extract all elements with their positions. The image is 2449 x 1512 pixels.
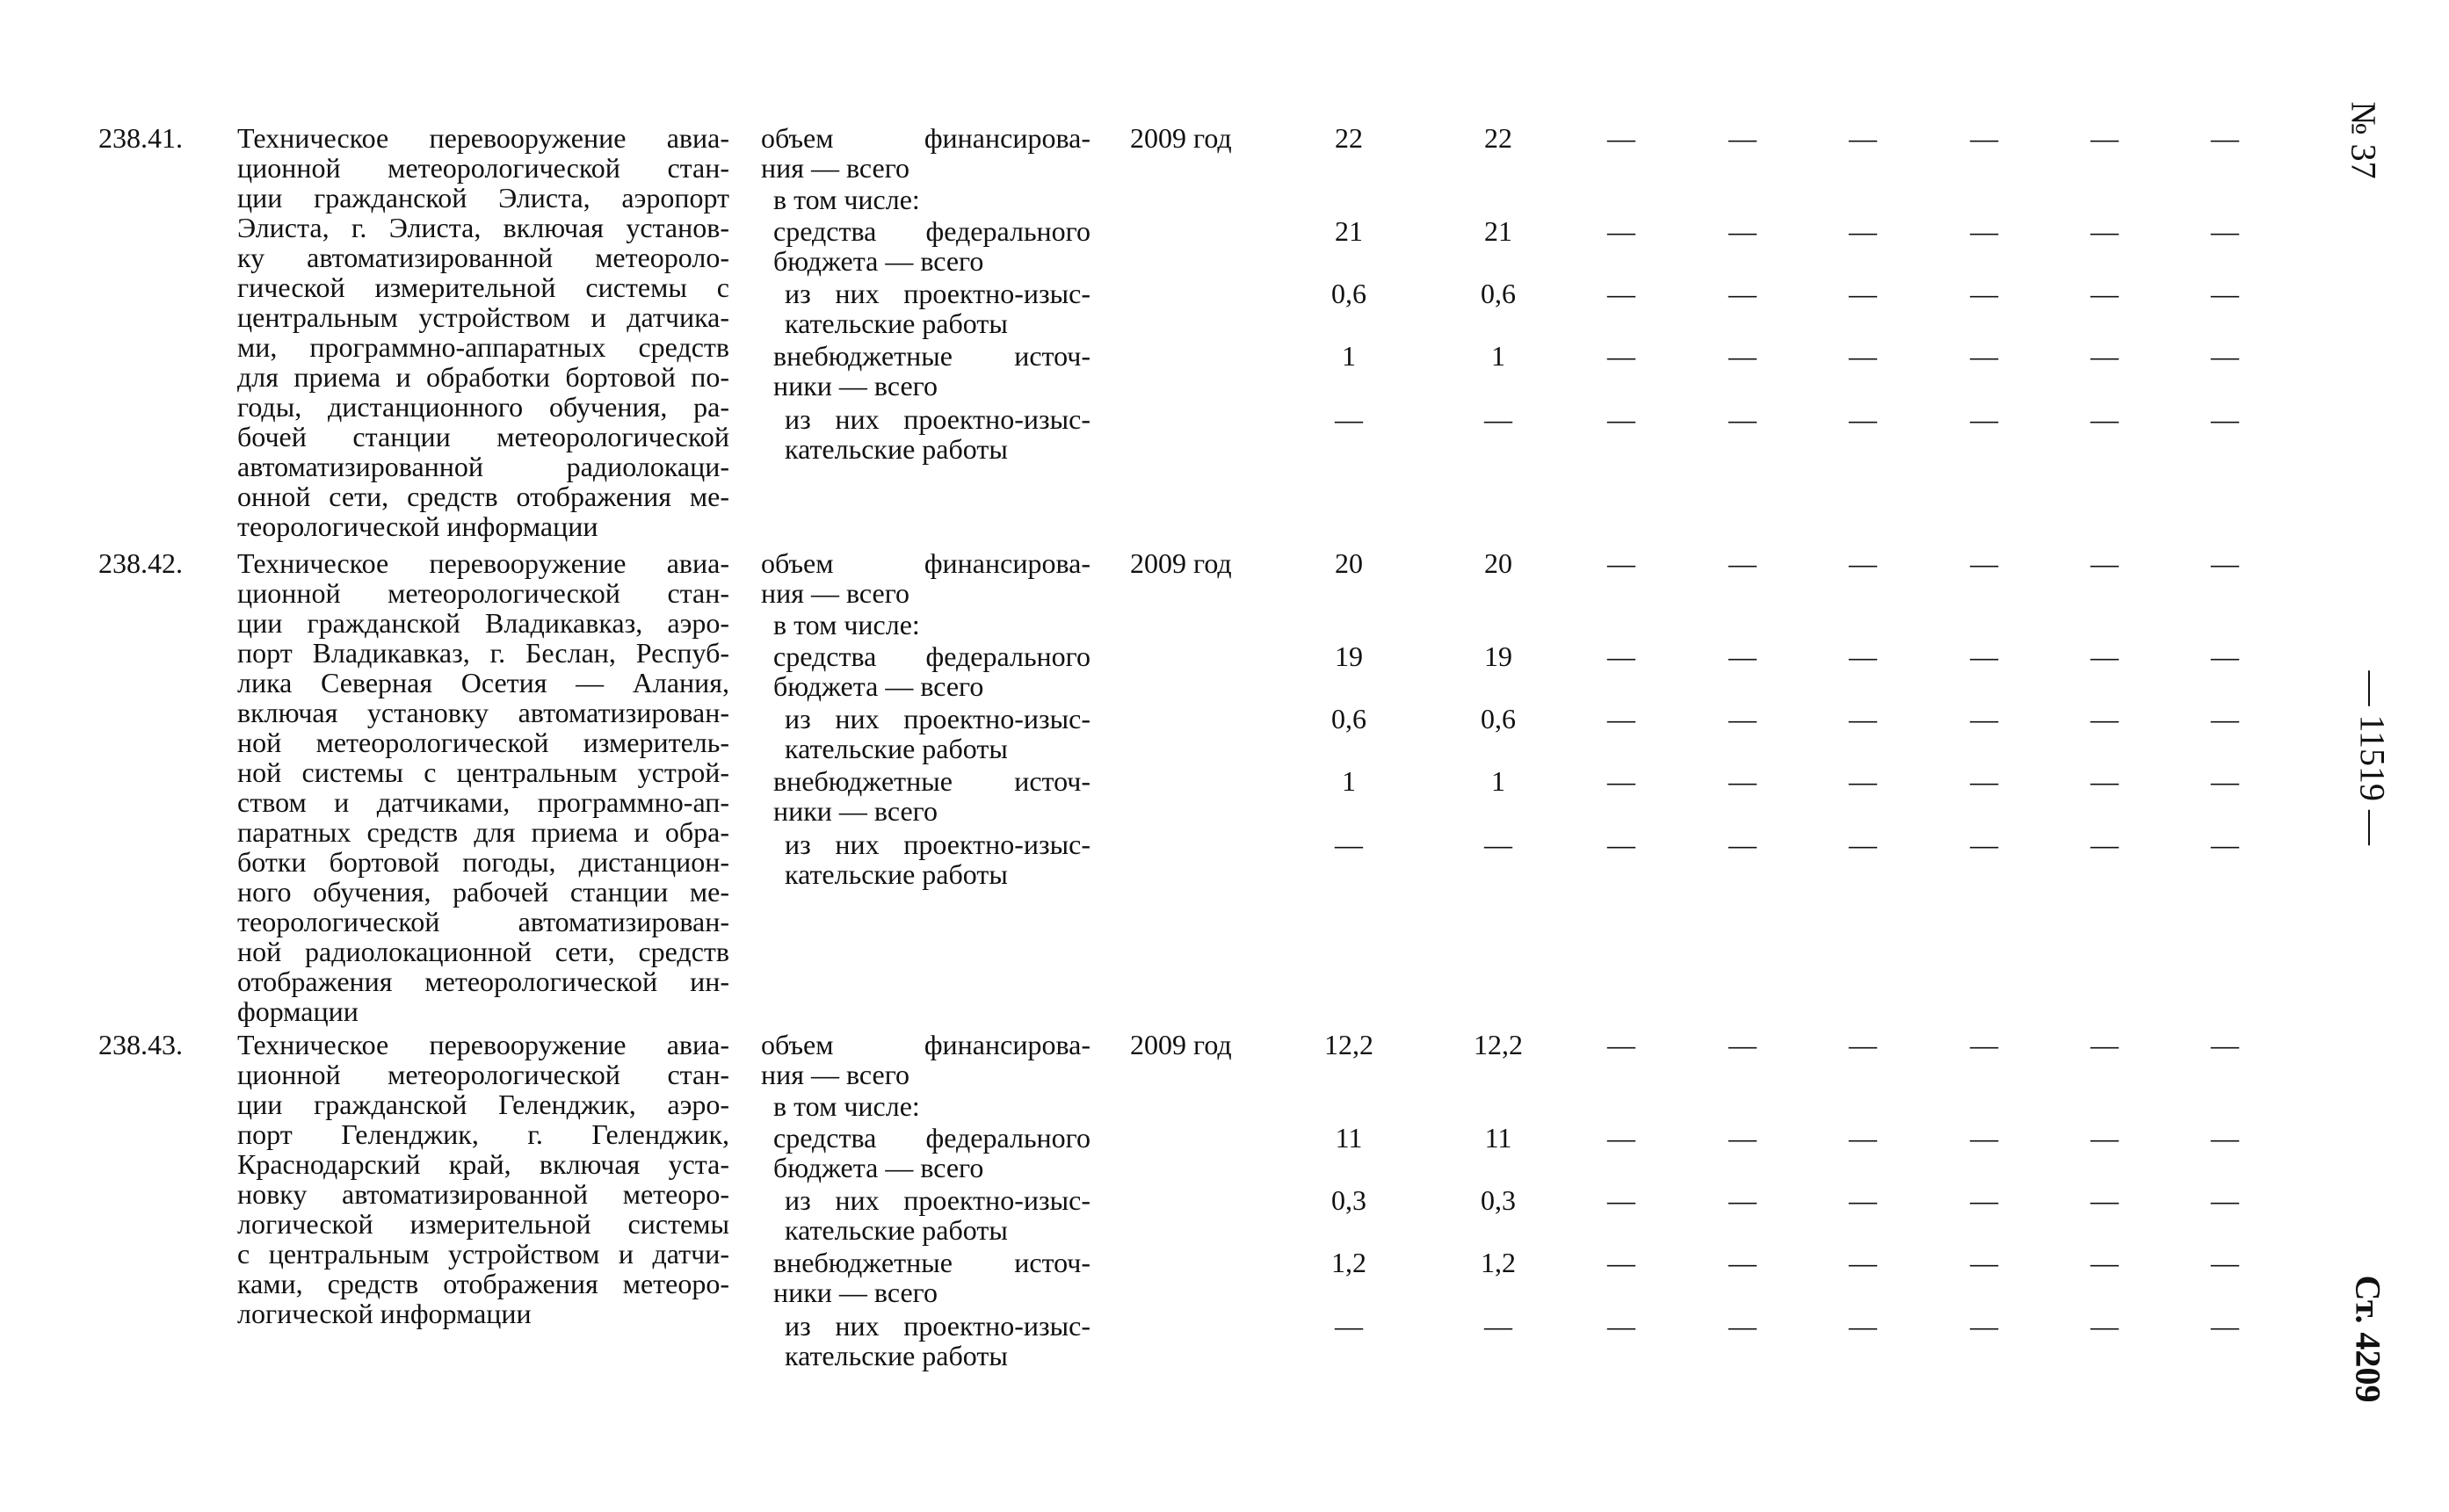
description-line: Техническое перевооружение авиа-: [237, 1029, 729, 1060]
description-line: отображения метеорологической ин-: [237, 966, 729, 997]
value-cell: —: [1607, 340, 1635, 372]
description-line: ми, программно-аппаратных средств: [237, 331, 729, 363]
description-line: Элиста, г. Элиста, включая установ-: [237, 212, 729, 243]
value-cell: —: [1728, 765, 1757, 797]
value-cell: —: [1970, 1310, 1998, 1342]
description-line: ции гражданской Элиста, аэропорт: [237, 182, 729, 213]
article-number: Ст. 4209: [2348, 1275, 2388, 1403]
description-line: ционной метеорологической стан-: [237, 577, 729, 609]
funding-label-line: объем финансирова-: [761, 1029, 1090, 1060]
value-cell: 11: [1335, 1122, 1363, 1154]
value-cell: —: [2211, 1184, 2239, 1216]
value-cell: 22: [1484, 122, 1512, 154]
description-line: ной метеорологической измеритель-: [237, 727, 729, 758]
value-cell: —: [1484, 1310, 1512, 1342]
value-cell: —: [2211, 1122, 2239, 1154]
value-cell: —: [1728, 278, 1757, 309]
value-cell: 12,2: [1324, 1029, 1373, 1060]
description-line: лика Северная Осетия — Алания,: [237, 667, 729, 698]
value-cell: —: [1849, 340, 1877, 372]
value-cell: —: [2090, 640, 2119, 672]
value-cell: —: [1607, 122, 1635, 154]
value-cell: 0,6: [1331, 703, 1366, 734]
funding-label-line: бюджета — всего: [773, 245, 984, 277]
funding-label: [785, 279, 1090, 338]
value-cell: —: [1970, 547, 1998, 579]
value-cell: —: [2090, 1247, 2119, 1278]
value-cell: —: [2211, 278, 2239, 309]
value-cell: 19: [1335, 640, 1363, 672]
value-cell: —: [1607, 547, 1635, 579]
description-line: центральным устройством и датчика-: [237, 301, 729, 333]
funding-label-line: из них проектно-изыс-: [785, 828, 1090, 860]
value-cell: 0,6: [1481, 278, 1516, 309]
value-cell: —: [1970, 703, 1998, 734]
value-cell: —: [2090, 403, 2119, 435]
value-cell: —: [1607, 278, 1635, 309]
funding-label-line: кательские работы: [785, 1214, 1008, 1246]
value-cell: —: [2211, 122, 2239, 154]
description-line: включая установку автоматизирован-: [237, 697, 729, 728]
value-cell: 1: [1342, 765, 1356, 797]
description-line: ционной метеорологической стан-: [237, 152, 729, 184]
funding-label-line: ники — всего: [773, 795, 938, 827]
description-line: бочей станции метеорологической: [237, 421, 729, 452]
value-cell: —: [1728, 1310, 1757, 1342]
value-cell: —: [1970, 278, 1998, 309]
value-cell: —: [1335, 1310, 1363, 1342]
value-cell: —: [1728, 1029, 1757, 1060]
description-line: ного обучения, рабочей станции ме-: [237, 876, 729, 908]
value-cell: 22: [1335, 122, 1363, 154]
funding-label-line: кательские работы: [785, 307, 1008, 339]
funding-label-line: кательские работы: [785, 433, 1008, 465]
value-cell: —: [1970, 403, 1998, 435]
entry-year: 2009 год: [1130, 1029, 1232, 1060]
value-cell: 0,3: [1331, 1184, 1366, 1216]
funding-label-line: ния — всего: [761, 1059, 910, 1090]
value-cell: —: [1728, 1184, 1757, 1216]
funding-label: [773, 1123, 1090, 1183]
funding-label-line: из них проектно-изыс-: [785, 403, 1090, 435]
value-cell: —: [1607, 703, 1635, 734]
funding-label-line: из них проектно-изыс-: [785, 1310, 1090, 1342]
value-cell: —: [2090, 215, 2119, 247]
description-line: ством и датчиками, программно-ап-: [237, 786, 729, 818]
funding-label-line: бюджета — всего: [773, 1152, 984, 1183]
description-line: логической измерительной системы: [237, 1208, 729, 1240]
funding-label-line: в том числе:: [773, 184, 920, 215]
funding-label-line: средства федерального: [773, 1122, 1090, 1154]
funding-label: [773, 216, 1090, 276]
funding-label-line: ники — всего: [773, 370, 938, 402]
value-cell: —: [2211, 765, 2239, 797]
funding-label: [773, 341, 1090, 401]
description-line: ку автоматизированной метеороло-: [237, 242, 729, 273]
value-cell: —: [2090, 1122, 2119, 1154]
funding-label-line: из них проектно-изыс-: [785, 703, 1090, 734]
funding-label: [773, 1248, 1090, 1307]
description-line: для приема и обработки бортовой по-: [237, 361, 729, 393]
description-line: новку автоматизированной метеоро-: [237, 1178, 729, 1210]
value-cell: —: [2211, 547, 2239, 579]
funding-label: [785, 704, 1090, 763]
value-cell: —: [1607, 403, 1635, 435]
funding-label-line: средства федерального: [773, 215, 1090, 247]
funding-label: [773, 641, 1090, 701]
value-cell: —: [2090, 765, 2119, 797]
value-cell: —: [2211, 703, 2239, 734]
value-cell: —: [1970, 1247, 1998, 1278]
value-cell: —: [1728, 403, 1757, 435]
value-cell: —: [1607, 828, 1635, 860]
value-cell: —: [1970, 1029, 1998, 1060]
description-line: теорологической информации: [237, 510, 598, 542]
value-cell: —: [1728, 1247, 1757, 1278]
value-cell: —: [1970, 122, 1998, 154]
value-cell: —: [1607, 1029, 1635, 1060]
description-line: логической информации: [237, 1298, 532, 1329]
description-line: Техническое перевооружение авиа-: [237, 547, 729, 579]
value-cell: —: [1728, 547, 1757, 579]
description-line: автоматизированной радиолокаци-: [237, 451, 729, 482]
funding-label: [785, 1311, 1090, 1371]
value-cell: 1,2: [1481, 1247, 1516, 1278]
value-cell: —: [1335, 403, 1363, 435]
value-cell: —: [1849, 828, 1877, 860]
value-cell: —: [1849, 122, 1877, 154]
value-cell: —: [2090, 1310, 2119, 1342]
value-cell: —: [1970, 828, 1998, 860]
page-range: — 11519 —: [2352, 670, 2393, 846]
description-line: ции гражданской Геленджик, аэро-: [237, 1089, 729, 1120]
value-cell: —: [1849, 1247, 1877, 1278]
description-line: порт Владикавказ, г. Беслан, Респуб-: [237, 637, 729, 669]
description-line: ционной метеорологической стан-: [237, 1059, 729, 1090]
value-cell: —: [1970, 340, 1998, 372]
value-cell: 0,6: [1331, 278, 1366, 309]
value-cell: —: [2090, 122, 2119, 154]
value-cell: —: [1607, 1247, 1635, 1278]
funding-label: [773, 766, 1090, 826]
value-cell: —: [2090, 703, 2119, 734]
value-cell: —: [1970, 640, 1998, 672]
funding-label: [773, 610, 1090, 640]
value-cell: 21: [1484, 215, 1512, 247]
value-cell: —: [1607, 215, 1635, 247]
value-cell: —: [1849, 278, 1877, 309]
value-cell: —: [2090, 1184, 2119, 1216]
funding-label-line: ния — всего: [761, 152, 910, 184]
value-cell: —: [2211, 403, 2239, 435]
description-line: паратных средств для приема и обра-: [237, 816, 729, 848]
value-cell: —: [2211, 828, 2239, 860]
value-cell: —: [2090, 1029, 2119, 1060]
value-cell: 1: [1491, 340, 1505, 372]
description-line: онной сети, средств отображения ме-: [237, 481, 729, 512]
value-cell: —: [2090, 828, 2119, 860]
value-cell: —: [1607, 1122, 1635, 1154]
value-cell: —: [1728, 828, 1757, 860]
funding-label-line: объем финансирова-: [761, 547, 1090, 579]
value-cell: 19: [1484, 640, 1512, 672]
funding-label-line: внебюджетные источ-: [773, 1247, 1090, 1278]
funding-label-line: ния — всего: [761, 577, 910, 609]
value-cell: —: [1970, 215, 1998, 247]
entry-year: 2009 год: [1130, 547, 1232, 579]
value-cell: —: [2090, 340, 2119, 372]
value-cell: —: [2211, 1310, 2239, 1342]
value-cell: 0,6: [1481, 703, 1516, 734]
description-line: ции гражданской Владикавказ, аэро-: [237, 607, 729, 639]
value-cell: —: [1849, 1122, 1877, 1154]
funding-label-line: ники — всего: [773, 1277, 938, 1308]
value-cell: 12,2: [1474, 1029, 1523, 1060]
description-line: теорологической автоматизирован-: [237, 906, 729, 937]
description-line: Краснодарский край, включая уста-: [237, 1148, 729, 1180]
funding-label-line: из них проектно-изыс-: [785, 278, 1090, 309]
entry-number: 238.43.: [98, 1029, 183, 1060]
funding-label-line: объем финансирова-: [761, 122, 1090, 154]
value-cell: —: [1849, 640, 1877, 672]
funding-label-line: из них проектно-изыс-: [785, 1184, 1090, 1216]
value-cell: —: [1607, 765, 1635, 797]
description-line: гической измерительной системы с: [237, 271, 729, 303]
funding-label: [773, 184, 1090, 214]
issue-number: № 37: [2344, 101, 2384, 179]
value-cell: —: [1849, 215, 1877, 247]
value-cell: —: [1849, 1029, 1877, 1060]
funding-label-line: внебюджетные источ-: [773, 340, 1090, 372]
description-line: ками, средств отображения метеоро-: [237, 1268, 729, 1299]
funding-label-line: кательские работы: [785, 858, 1008, 890]
description-line: Техническое перевооружение авиа-: [237, 122, 729, 154]
entry-number: 238.42.: [98, 547, 183, 579]
description-line: ной радиолокационной сети, средств: [237, 936, 729, 967]
value-cell: —: [1970, 1122, 1998, 1154]
value-cell: —: [1335, 828, 1363, 860]
funding-label-line: в том числе:: [773, 609, 920, 640]
funding-label-line: внебюджетные источ-: [773, 765, 1090, 797]
funding-label: [785, 1185, 1090, 1245]
value-cell: —: [1728, 1122, 1757, 1154]
value-cell: 20: [1335, 547, 1363, 579]
value-cell: —: [1484, 828, 1512, 860]
description-line: с центральным устройством и датчи-: [237, 1238, 729, 1270]
value-cell: —: [1849, 1184, 1877, 1216]
value-cell: —: [2211, 1029, 2239, 1060]
value-cell: —: [2211, 640, 2239, 672]
value-cell: —: [1484, 403, 1512, 435]
value-cell: —: [1970, 765, 1998, 797]
value-cell: —: [1970, 1184, 1998, 1216]
funding-label: [773, 1091, 1090, 1121]
entry-description: [237, 548, 729, 1026]
value-cell: —: [2211, 1247, 2239, 1278]
entry-year: 2009 год: [1130, 122, 1232, 154]
value-cell: 20: [1484, 547, 1512, 579]
value-cell: —: [1849, 703, 1877, 734]
value-cell: —: [1607, 1310, 1635, 1342]
value-cell: —: [2090, 547, 2119, 579]
entry-description: [237, 1030, 729, 1328]
funding-label: [761, 548, 1090, 608]
funding-label-line: в том числе:: [773, 1090, 920, 1122]
funding-label-line: кательские работы: [785, 733, 1008, 764]
funding-label: [785, 829, 1090, 889]
value-cell: —: [1607, 1184, 1635, 1216]
funding-label: [785, 404, 1090, 464]
value-cell: —: [1728, 640, 1757, 672]
funding-label: [761, 123, 1090, 183]
value-cell: —: [1607, 640, 1635, 672]
funding-label-line: средства федерального: [773, 640, 1090, 672]
value-cell: —: [1728, 340, 1757, 372]
entry-number: 238.41.: [98, 122, 183, 154]
value-cell: —: [1728, 703, 1757, 734]
description-line: формации: [237, 995, 359, 1027]
value-cell: —: [1849, 765, 1877, 797]
value-cell: 1: [1342, 340, 1356, 372]
funding-label-line: бюджета — всего: [773, 670, 984, 702]
funding-label-line: кательские работы: [785, 1340, 1008, 1371]
description-line: ной системы с центральным устрой-: [237, 756, 729, 788]
value-cell: —: [2211, 215, 2239, 247]
entry-description: [237, 123, 729, 541]
funding-label: [761, 1030, 1090, 1089]
value-cell: 11: [1484, 1122, 1512, 1154]
value-cell: —: [1728, 122, 1757, 154]
value-cell: —: [2090, 278, 2119, 309]
value-cell: 1,2: [1331, 1247, 1366, 1278]
value-cell: —: [1849, 1310, 1877, 1342]
value-cell: —: [1849, 403, 1877, 435]
description-line: ботки бортовой погоды, дистанцион-: [237, 846, 729, 878]
description-line: порт Геленджик, г. Геленджик,: [237, 1118, 729, 1150]
value-cell: 1: [1491, 765, 1505, 797]
value-cell: 21: [1335, 215, 1363, 247]
description-line: годы, дистанционного обучения, ра-: [237, 391, 729, 423]
value-cell: 0,3: [1481, 1184, 1516, 1216]
value-cell: —: [1728, 215, 1757, 247]
value-cell: —: [2211, 340, 2239, 372]
value-cell: —: [1849, 547, 1877, 579]
